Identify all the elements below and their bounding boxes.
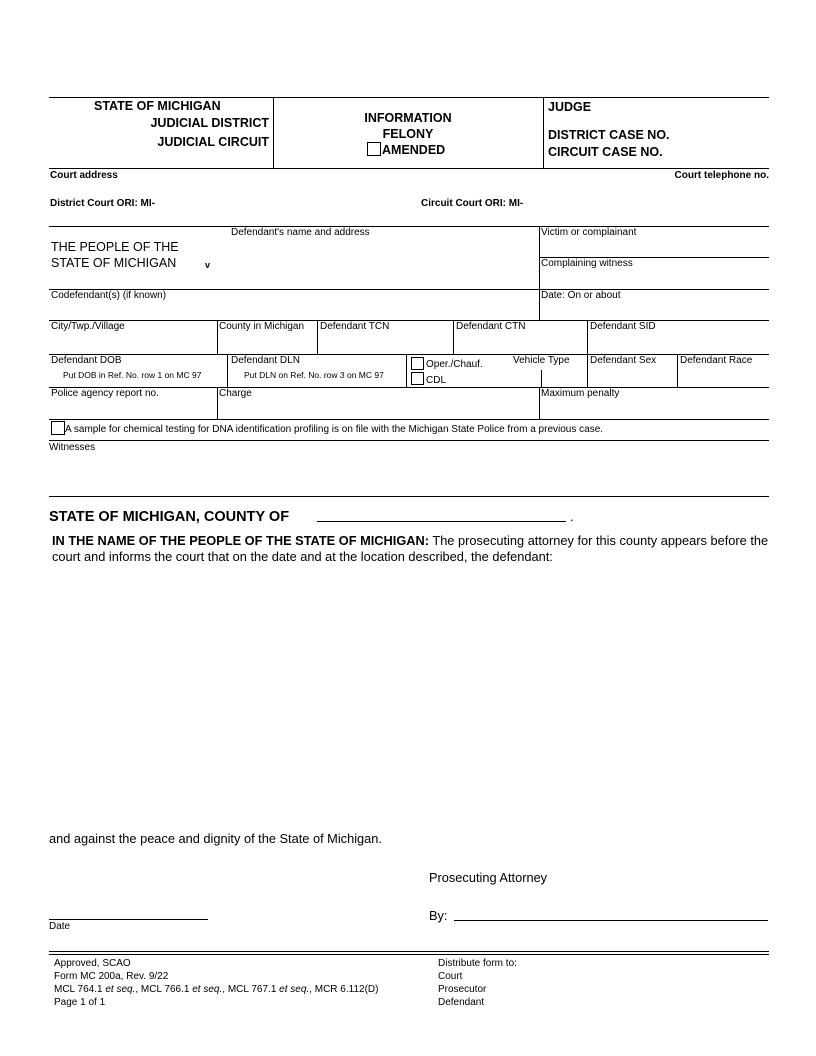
county-fill-line[interactable] bbox=[317, 521, 566, 522]
district-court-ori: District Court ORI: MI- bbox=[50, 198, 155, 209]
distribute-court: Court bbox=[438, 971, 463, 982]
statute-mcr: , MCR 6.112(D) bbox=[309, 984, 379, 995]
vehicle-type-tick bbox=[541, 370, 542, 387]
identity-row-top-rule bbox=[49, 354, 769, 355]
court-telephone-label: Court telephone no. bbox=[674, 170, 769, 181]
city-label: City/Twp./Village bbox=[51, 321, 125, 332]
county-period: . bbox=[570, 509, 574, 524]
amended-label: AMENDED bbox=[382, 143, 446, 157]
form-title-information: INFORMATION bbox=[364, 111, 452, 125]
defendant-race-label: Defendant Race bbox=[680, 355, 753, 366]
circuit-case-no-label: CIRCUIT CASE NO. bbox=[548, 145, 663, 159]
charge-div-2 bbox=[539, 387, 540, 419]
statute-mcl-2: , MCL 766.1 bbox=[135, 984, 193, 995]
witnesses-label: Witnesses bbox=[49, 442, 96, 453]
dob-note: Put DOB in Ref. No. row 1 on MC 97 bbox=[63, 370, 202, 380]
header-top-rule bbox=[49, 97, 769, 98]
charge-div-1 bbox=[217, 387, 218, 419]
date-line[interactable] bbox=[49, 919, 208, 920]
signature-line[interactable] bbox=[454, 920, 768, 921]
defendant-ctn-label: Defendant CTN bbox=[456, 321, 526, 332]
state-of-michigan-title: STATE OF MICHIGAN bbox=[94, 99, 221, 113]
footer-statutes bbox=[54, 983, 378, 996]
circuit-court-ori: Circuit Court ORI: MI- bbox=[421, 198, 524, 209]
max-penalty-label: Maximum penalty bbox=[541, 388, 620, 399]
statute-et-seq-3: et seq. bbox=[279, 984, 310, 995]
statute-et-seq-1: et seq. bbox=[105, 984, 136, 995]
parties-divider bbox=[539, 226, 540, 321]
location-div-2 bbox=[317, 320, 318, 354]
complaining-witness-label: Complaining witness bbox=[541, 258, 633, 269]
statute-mcl-1: MCL 764.1 bbox=[54, 984, 106, 995]
victim-label: Victim or complainant bbox=[541, 227, 637, 238]
defendant-sex-label: Defendant Sex bbox=[590, 355, 657, 366]
judge-label: JUDGE bbox=[548, 100, 592, 114]
footer-form-number: Form MC 200a, Rev. 9/22 bbox=[54, 971, 169, 982]
charging-paragraph bbox=[52, 533, 772, 565]
defendant-dln-label: Defendant DLN bbox=[231, 355, 300, 366]
charging-lead: IN THE NAME OF THE PEOPLE OF THE STATE OF MICHIGAN: bbox=[52, 533, 430, 548]
vehicle-type-label: Vehicle Type bbox=[513, 355, 570, 366]
by-label: By: bbox=[429, 908, 448, 923]
codefendant-label: Codefendant(s) (if known) bbox=[51, 290, 167, 301]
statute-mcl-3: , MCL 767.1 bbox=[222, 984, 280, 995]
parties-top-rule bbox=[49, 226, 769, 227]
identity-div-1 bbox=[227, 354, 228, 387]
police-report-label: Police agency report no. bbox=[51, 388, 159, 399]
distribute-defendant: Defendant bbox=[438, 997, 485, 1008]
location-div-4 bbox=[587, 320, 588, 354]
location-row-top-rule bbox=[49, 320, 769, 321]
location-div-1 bbox=[217, 320, 218, 354]
date-label: Date bbox=[49, 921, 71, 932]
form-title-felony: FELONY bbox=[382, 127, 434, 141]
footer-rule-1 bbox=[49, 951, 769, 952]
distribute-label: Distribute form to: bbox=[438, 958, 517, 969]
people-line-2: STATE OF MICHIGAN bbox=[51, 256, 177, 270]
county-heading: STATE OF MICHIGAN, COUNTY OF bbox=[49, 509, 290, 525]
defendant-tcn-label: Defendant TCN bbox=[320, 321, 390, 332]
defendant-dob-label: Defendant DOB bbox=[51, 355, 122, 366]
oper-chauf-checkbox[interactable] bbox=[411, 357, 424, 370]
charge-label: Charge bbox=[219, 388, 252, 399]
cdl-checkbox[interactable] bbox=[411, 372, 424, 385]
statute-et-seq-2: et seq. bbox=[192, 984, 223, 995]
county-label: County in Michigan bbox=[219, 321, 305, 332]
peace-dignity-text: and against the peace and dignity of the State of Michigan. bbox=[49, 831, 382, 846]
dna-row-top-rule bbox=[49, 419, 769, 420]
amended-checkbox[interactable] bbox=[367, 142, 381, 156]
identity-div-3 bbox=[587, 354, 588, 387]
oper-chauf-label: Oper./Chauf. bbox=[426, 359, 483, 370]
prosecuting-attorney-label: Prosecuting Attorney bbox=[429, 870, 548, 885]
judicial-circuit-label: JUDICIAL CIRCUIT bbox=[157, 135, 269, 149]
footer-approved: Approved, SCAO bbox=[54, 958, 131, 969]
header-divider-right bbox=[543, 97, 544, 168]
identity-div-4 bbox=[677, 354, 678, 387]
footer-page-number: Page 1 of 1 bbox=[54, 997, 106, 1008]
footer-rule-2 bbox=[49, 954, 769, 955]
versus-mark: v bbox=[205, 260, 211, 270]
court-address-label: Court address bbox=[50, 170, 118, 181]
people-line-1: THE PEOPLE OF THE bbox=[51, 240, 179, 254]
witnesses-bottom-rule bbox=[49, 496, 769, 497]
distribute-prosecutor: Prosecutor bbox=[438, 984, 487, 995]
identity-div-2 bbox=[406, 354, 407, 387]
defendant-name-label: Defendant's name and address bbox=[231, 227, 370, 238]
judicial-district-label: JUDICIAL DISTRICT bbox=[150, 116, 269, 130]
dln-note: Put DLN on Ref. No. row 3 on MC 97 bbox=[244, 370, 384, 380]
charging-text: The prosecuting attorney for this county appears before the court and informs the court that on the date and at the location described, the defendant: bbox=[52, 533, 769, 564]
defendant-sid-label: Defendant SID bbox=[590, 321, 656, 332]
offense-date-label: Date: On or about bbox=[541, 290, 621, 301]
dna-checkbox[interactable] bbox=[51, 421, 65, 435]
header-bottom-rule bbox=[49, 168, 769, 169]
dna-statement: A sample for chemical testing for DNA identification profiling is on file with the Michigan State Police from a previous case. bbox=[65, 424, 604, 435]
dna-row-bottom-rule bbox=[49, 440, 769, 441]
cdl-label: CDL bbox=[426, 375, 447, 386]
district-case-no-label: DISTRICT CASE NO. bbox=[548, 128, 670, 142]
location-div-3 bbox=[453, 320, 454, 354]
